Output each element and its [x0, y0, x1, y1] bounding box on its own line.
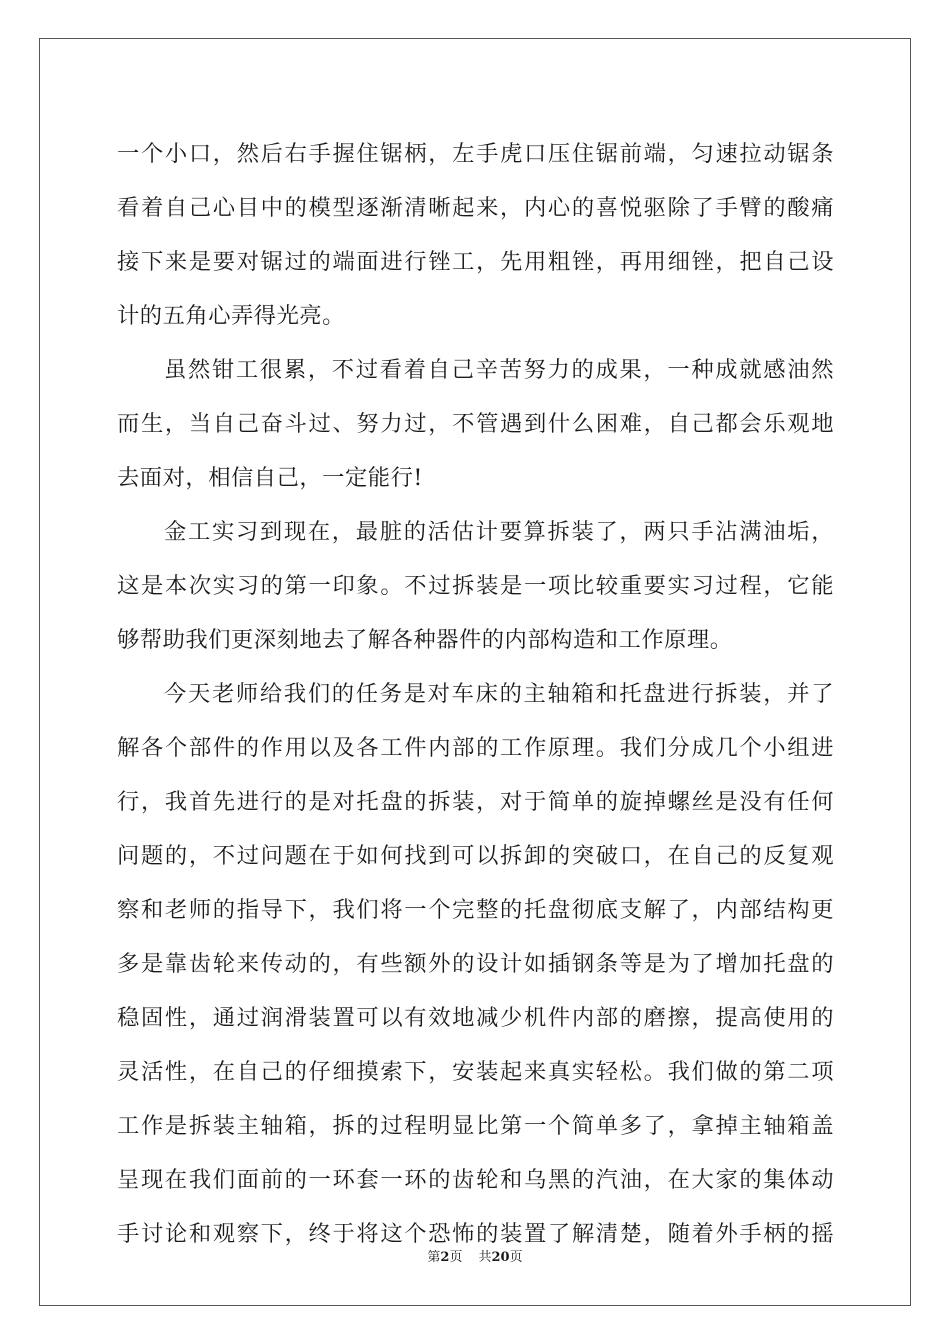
text-line: 一个小口，然后右手握住锯柄，左手虎口压住锯前端，匀速拉动锯条: [117, 141, 834, 167]
footer-total-prefix: 共: [478, 1250, 492, 1265]
text-line: 呈现在我们面前的一环套一环的齿轮和乌黑的汽油，在大家的集体动: [117, 1167, 834, 1193]
footer-total-unit: 页: [509, 1250, 523, 1265]
page-footer: [0, 1246, 950, 1265]
text-line: 今天老师给我们的任务是对车床的主轴箱和托盘进行拆装，并了: [164, 681, 834, 707]
footer-prefix: 第: [427, 1250, 441, 1265]
text-line: 金工实习到现在，最脏的活估计要算拆装了，两只手沾满油垢，: [164, 519, 834, 545]
text-line: 灵活性，在自己的仔细摸索下，安装起来真实轻松。我们做的第二项: [117, 1059, 834, 1085]
total-page-count: 20: [491, 1250, 510, 1265]
text-line: 看着自己心目中的模型逐渐清晰起来，内心的喜悦驱除了手臂的酸痛: [117, 195, 834, 221]
footer-page-unit: 页: [449, 1250, 463, 1265]
text-line: 行，我首先进行的是对托盘的拆装，对于简单的旋掉螺丝是没有任何: [117, 789, 834, 815]
text-line: 工作是拆装主轴箱，拆的过程明显比第一个简单多了，拿掉主轴箱盖: [117, 1113, 834, 1139]
text-line: 问题的，不过问题在于如何找到可以拆卸的突破口，在自己的反复观: [117, 843, 834, 869]
text-line: 解各个部件的作用以及各工件内部的工作原理。我们分成几个小组进: [117, 735, 834, 761]
text-line: 稳固性，通过润滑装置可以有效地减少机件内部的磨擦，提高使用的: [117, 1005, 834, 1031]
text-line: 手讨论和观察下，终于将这个恐怖的装置了解清楚，随着外手柄的摇: [117, 1221, 834, 1247]
text-line: 察和老师的指导下，我们将一个完整的托盘彻底支解了，内部结构更: [117, 897, 834, 923]
text-line: 够帮助我们更深刻地去了解各种器件的内部构造和工作原理。: [117, 627, 733, 653]
text-line: 多是靠齿轮来传动的，有些额外的设计如插钢条等是为了增加托盘的: [117, 951, 834, 977]
document-body: [117, 127, 834, 1261]
text-line: 接下来是要对锯过的端面进行锉工，先用粗锉，再用细锉，把自己设: [117, 249, 834, 275]
text-line: 虽然钳工很累，不过看着自己辛苦努力的成果，一种成就感油然: [164, 357, 834, 383]
text-line: 这是本次实习的第一印象。不过拆装是一项比较重要实习过程，它能: [117, 573, 834, 599]
text-line: 计的五角心弄得光亮。: [117, 303, 345, 329]
text-line: 而生，当自己奋斗过、努力过，不管遇到什么困难，自己都会乐观地: [117, 411, 834, 437]
text-line: 去面对，相信自己，一定能行!: [117, 465, 423, 491]
current-page-number: 2: [440, 1250, 450, 1265]
